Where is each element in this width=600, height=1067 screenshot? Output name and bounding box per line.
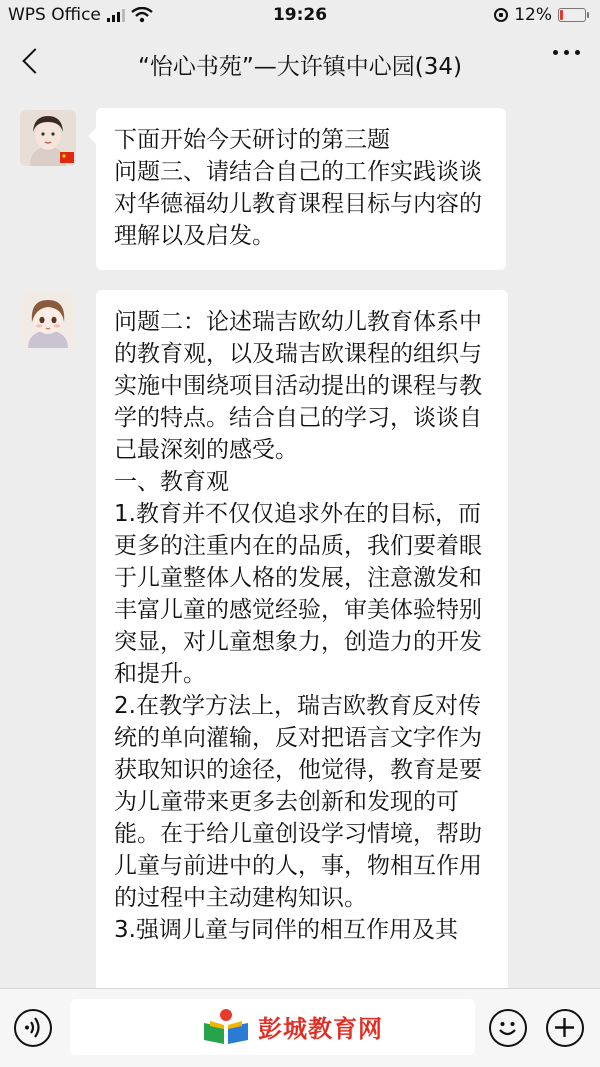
message-bubble[interactable]: 下面开始今天研讨的第三题 问题三、请结合自己的工作实践谈谈对华德福幼儿教育课程目标与内容的理解以及启发。 — [96, 108, 506, 270]
book-logo-icon — [200, 1007, 252, 1045]
avatar[interactable] — [20, 110, 76, 166]
status-right — [494, 5, 586, 25]
voice-icon — [16, 1011, 49, 1044]
avatar-portrait-icon — [20, 110, 76, 166]
rotation-lock-icon — [494, 8, 508, 22]
battery-percent: 12% — [514, 5, 552, 25]
plus-button[interactable] — [546, 1009, 584, 1047]
message-list[interactable] — [0, 92, 600, 988]
status-bar — [0, 0, 600, 32]
back-to-app-label[interactable]: WPS Office — [8, 5, 101, 25]
watermark — [200, 1007, 383, 1045]
emoji-button[interactable] — [489, 1009, 527, 1047]
avatar[interactable] — [20, 292, 76, 348]
avatar-cartoon-icon — [20, 292, 76, 348]
plus-icon — [548, 1011, 581, 1044]
voice-button[interactable] — [14, 1009, 52, 1047]
status-time: 19:26 — [272, 5, 328, 25]
input-toolbar — [0, 988, 600, 1067]
chat-header — [0, 32, 600, 92]
chat-title: “怡心书苑”—大许镇中心园(34) — [137, 54, 463, 80]
message-input[interactable] — [70, 999, 475, 1055]
battery-icon — [558, 8, 586, 22]
more-dots-icon[interactable] — [553, 50, 580, 55]
watermark-text: 彭城教育网 — [258, 1014, 383, 1043]
emoji-icon — [491, 1011, 524, 1044]
battery-fill — [560, 10, 563, 20]
message-bubble[interactable]: 问题二：论述瑞吉欧幼儿教育体系中的教育观，以及瑞吉欧课程的组织与实施中围绕项目活动提出的课程与教学的特点。结合自己的学习，谈谈自己最深刻的感受。 一、教育观 1.教育并不仅仅追求外在的目标，而更多的注重内在的品质，我们要着眼于儿童整体人格的发展，注意激发和丰富儿童的感觉经验，审美体验特别突显，对儿童想象力，创造力的开发和提升。 2.在教学方法上，瑞吉欧教育反对传统的单向灌输，反对把语言文字作为获取知识的途径，他觉得，教育是要为儿童带来更多去创新和发现的可能。在于给儿童创设学习情境，帮助儿童与前进中的人，事，物相互作用的过程中主动建构知识。 3.强调儿童与同伴的相互作用及其 — [96, 290, 508, 988]
